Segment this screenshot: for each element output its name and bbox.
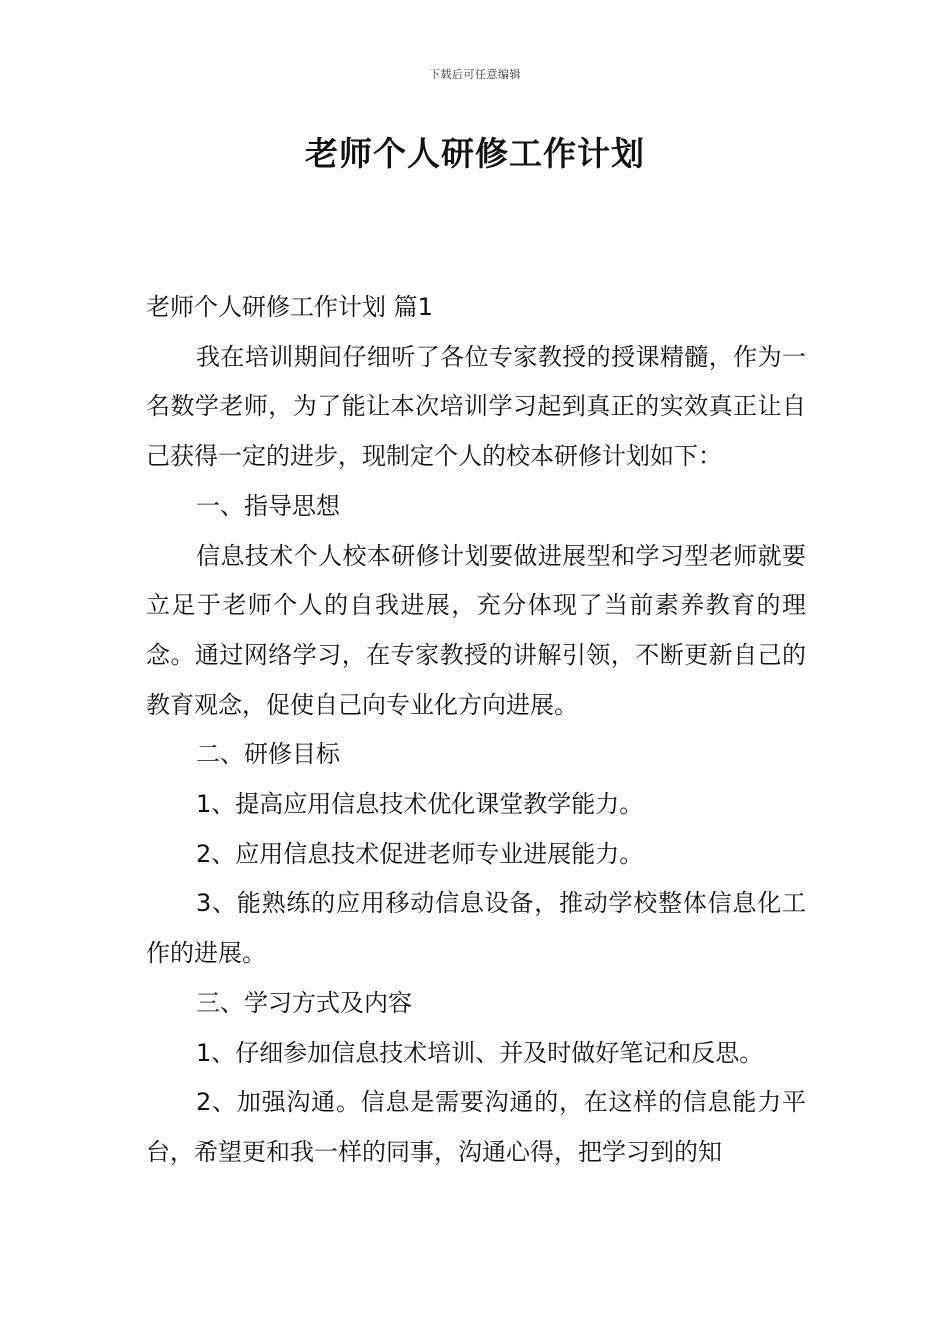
guiding-ideology-paragraph: 信息技术个人校本研修计划要做进展型和学习型老师就要立足于老师个人的自我进展，充分体现了当前素养教育的理念。通过网络学习，在专家教授的讲解引领，不断更新自己的教育观念，促使自己向专业化方向进展。 <box>146 541 806 719</box>
page-title: 老师个人研修工作计划 <box>305 134 645 173</box>
goal-item-1: 1、提高应用信息技术优化课堂教学能力。 <box>196 790 644 819</box>
section-heading: 老师个人研修工作计划 篇1 <box>146 293 433 321</box>
goal-item-3: 3、能熟练的应用移动信息设备，推动学校整体信息化工作的进展。 <box>146 889 806 968</box>
method-item-1: 1、仔细参加信息技术培训、并及时做好笔记和反思。 <box>196 1038 764 1067</box>
goal-item-2: 2、应用信息技术促进老师专业进展能力。 <box>196 839 644 868</box>
method-item-2: 2、加强沟通。信息是需要沟通的，在这样的信息能力平台，希望更和我一样的同事，沟通心得，把学习到的知 <box>146 1088 806 1166</box>
heading-study-methods: 三、学习方式及内容 <box>196 988 412 1017</box>
header-note: 下载后可任意编辑 <box>429 68 521 81</box>
heading-guiding-ideology: 一、指导思想 <box>196 491 340 520</box>
document-body <box>146 283 806 1178</box>
heading-training-goals: 二、研修目标 <box>196 740 340 769</box>
intro-paragraph: 我在培训期间仔细听了各位专家教授的授课精髓，作为一名数学老师，为了能让本次培训学习起到真正的实效真正让自己获得一定的进步，现制定个人的校本研修计划如下： <box>146 342 806 471</box>
